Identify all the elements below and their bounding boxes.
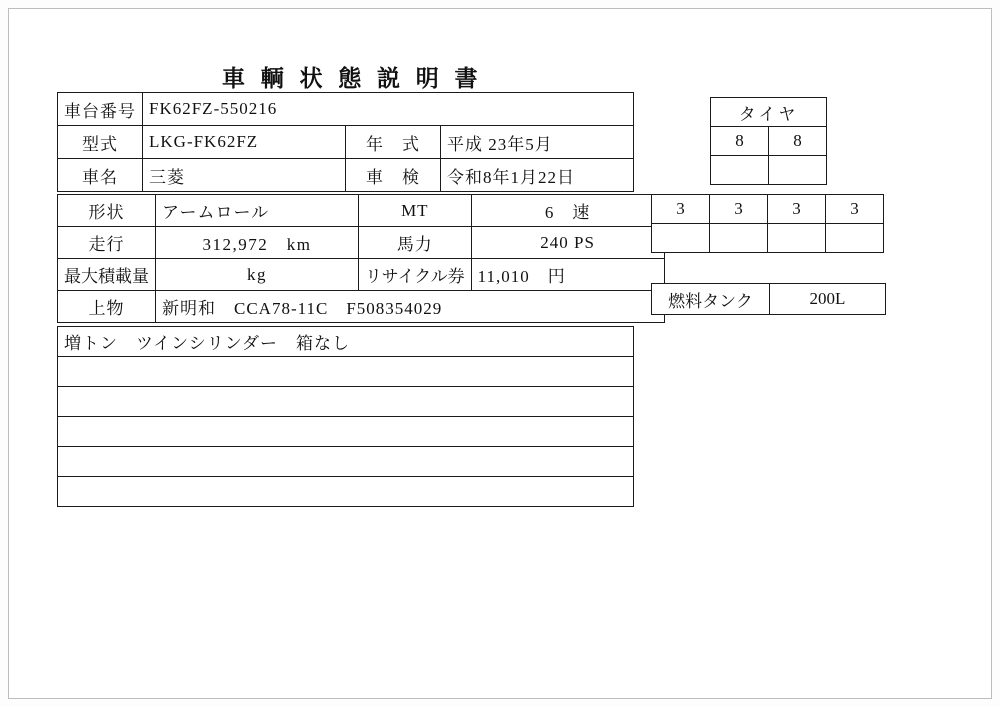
tire-rear-note-2	[710, 224, 768, 253]
tire-rear-table	[651, 194, 884, 253]
inspection-label: 車 検	[346, 159, 441, 192]
table-row	[58, 195, 665, 227]
table-row	[58, 126, 634, 159]
table-row	[711, 127, 827, 156]
vin-label: 車台番号	[58, 93, 143, 126]
list-item	[58, 387, 634, 417]
list-item	[58, 327, 634, 357]
table-row	[652, 195, 884, 224]
notes-line-3	[58, 387, 634, 417]
model-code-value: LKG-FK62FZ	[143, 126, 346, 159]
list-item	[58, 477, 634, 507]
max-load-label: 最大積載量	[58, 259, 156, 291]
mileage-value: 312,972 km	[156, 227, 359, 259]
upper-body-value: 新明和 CCA78-11C F508354029	[156, 291, 665, 323]
tire-rear-value-1: 3	[652, 195, 710, 224]
recycle-ticket-value: 11,010 円	[471, 259, 664, 291]
notes-line-2	[58, 357, 634, 387]
transmission-label: MT	[359, 195, 472, 227]
page-title: 車 輌 状 態 説 明 書	[222, 66, 483, 91]
fuel-tank-table	[651, 283, 886, 315]
fuel-tank-value: 200L	[770, 284, 886, 315]
table-row	[652, 224, 884, 253]
mileage-label: 走行	[58, 227, 156, 259]
recycle-ticket-label: リサイクル券	[359, 259, 472, 291]
table-row	[58, 93, 634, 126]
tire-rear-note-3	[768, 224, 826, 253]
table-row	[58, 159, 634, 192]
model-year-label: 年 式	[346, 126, 441, 159]
vin-value: FK62FZ-550216	[143, 93, 634, 126]
tire-rear-value-4: 3	[826, 195, 884, 224]
vehicle-identity-table	[57, 92, 634, 192]
vehicle-spec-table	[57, 194, 665, 323]
inspection-value: 令和8年1月22日	[441, 159, 634, 192]
notes-line-1: 増トン ツインシリンダー 箱なし	[58, 327, 634, 357]
tire-header: タイヤ	[711, 98, 827, 127]
body-shape-value: アームロール	[156, 195, 359, 227]
tire-front-left-note	[711, 156, 769, 185]
horsepower-value: 240 PS	[471, 227, 664, 259]
transmission-value: 6 速	[471, 195, 664, 227]
tire-rear-value-3: 3	[768, 195, 826, 224]
table-row	[58, 227, 665, 259]
tire-front-table	[710, 97, 827, 185]
table-row	[652, 284, 886, 315]
tire-front-right-value: 8	[769, 127, 827, 156]
upper-body-label: 上物	[58, 291, 156, 323]
list-item	[58, 447, 634, 477]
model-code-label: 型式	[58, 126, 143, 159]
tire-rear-note-4	[826, 224, 884, 253]
model-year-value: 平成 23年5月	[441, 126, 634, 159]
table-row	[711, 156, 827, 185]
maker-label: 車名	[58, 159, 143, 192]
maker-value: 三菱	[143, 159, 346, 192]
max-load-value: kg	[156, 259, 359, 291]
body-shape-label: 形状	[58, 195, 156, 227]
tire-rear-value-2: 3	[710, 195, 768, 224]
tire-front-left-value: 8	[711, 127, 769, 156]
table-row	[58, 291, 665, 323]
tire-front-right-note	[769, 156, 827, 185]
table-row	[711, 98, 827, 127]
list-item	[58, 417, 634, 447]
notes-line-5	[58, 447, 634, 477]
notes-line-6	[58, 477, 634, 507]
table-row	[58, 259, 665, 291]
tire-rear-note-1	[652, 224, 710, 253]
horsepower-label: 馬力	[359, 227, 472, 259]
list-item	[58, 357, 634, 387]
fuel-tank-label: 燃料タンク	[652, 284, 770, 315]
notes-line-4	[58, 417, 634, 447]
notes-table	[57, 326, 634, 507]
